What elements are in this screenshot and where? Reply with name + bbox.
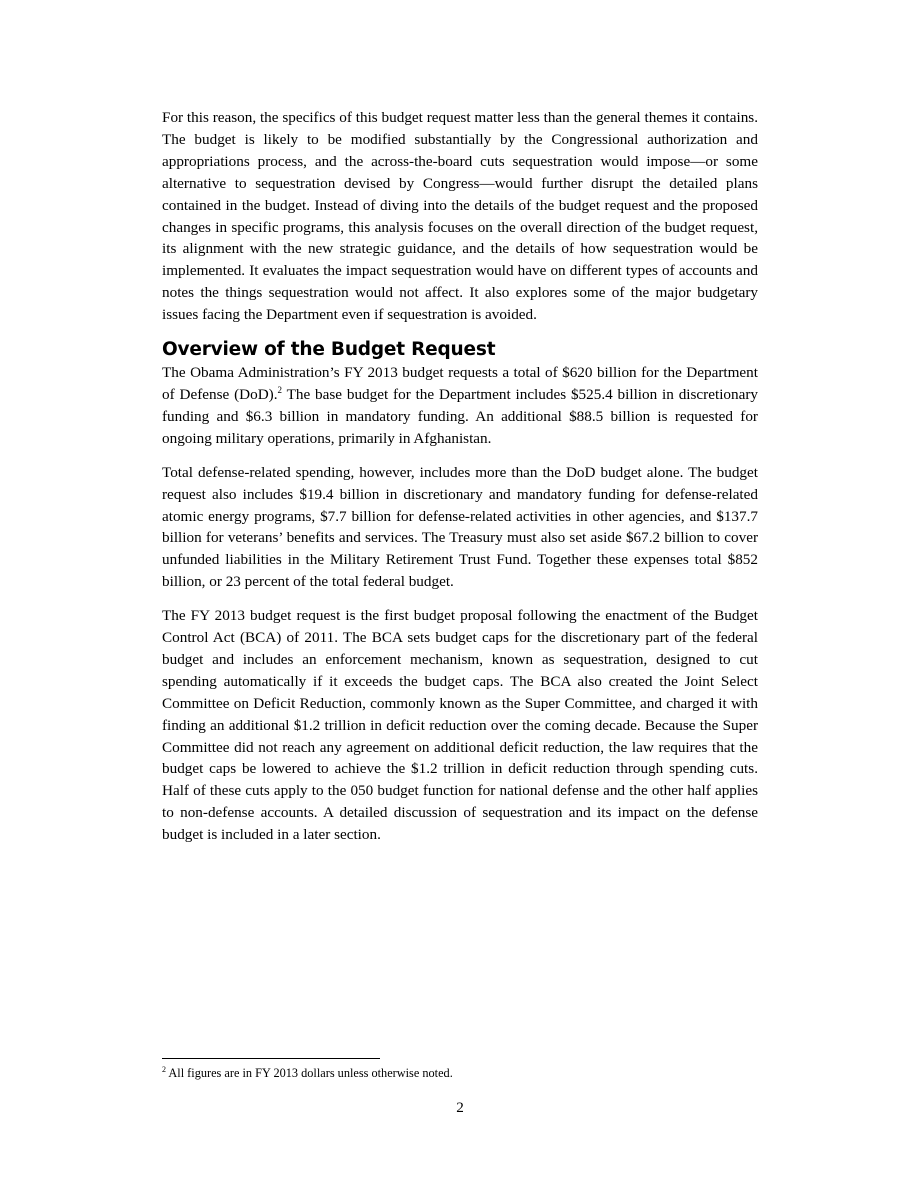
overview-paragraph-2: Total defense-related spending, however, includes more than the DoD budget alone. The budget request also includes $19.4 billion in discretionary and mandatory funding for defense-related atomic energy programs, $7.7 billion for defense-related activities in other agencies, and $137.7 billion for veterans’ benefits and services. The Treasury must also set aside $67.2 billion to cover unfunded liabilities in the Military Retirement Trust Fund. Together these expenses total $852 billion, or 23 percent of the total federal budget. bbox=[162, 463, 758, 591]
footnote bbox=[162, 1065, 758, 1082]
overview-paragraph-3: The FY 2013 budget request is the first budget proposal following the enactment of the Budget Control Act (BCA) of 2011. The BCA sets budget caps for the discretionary part of the federal budget and includes an enforcement mechanism, known as sequestration, designed to cut spending automatically if it exceeds the budget caps. The BCA also created the Joint Select Committee on Deficit Reduction, commonly known as the Super Committee, and charged it with finding an additional $1.2 trillion in deficit reduction over the coming decade. Because the Super Committee did not reach any agreement on additional deficit reduction, the law requires that the budget caps be lowered to achieve the $1.2 trillion in deficit reduction through spending cuts. Half of these cuts apply to the 050 budget function for national defense and the other half applies to non-defense accounts. A detailed discussion of sequestration and its impact on the defense budget is included in a later section. bbox=[162, 607, 758, 844]
footnote-text: All figures are in FY 2013 dollars unless otherwise noted. bbox=[166, 1066, 453, 1080]
overview-paragraph-1 bbox=[162, 362, 758, 450]
page-body bbox=[162, 107, 758, 846]
section-heading: Overview of the Budget Request bbox=[162, 339, 496, 361]
footnote-marker: 2 bbox=[162, 1064, 166, 1074]
footnote-reference[interactable]: 2 bbox=[277, 384, 283, 395]
intro-paragraph: For this reason, the specifics of this budget request matter less than the general themes it contains. The budget is likely to be modified substantially by the Congressional authorization and appropriations process, and the across-the-board cuts sequestration would impose—or some alternative to sequestration devised by Congress—would further disrupt the detailed plans contained in the budget. Instead of diving into the details of the budget request and the proposed changes in specific programs, this analysis focuses on the overall direction of the budget request, its alignment with the new strategic guidance, and the details of how sequestration would be implemented. It evaluates the impact sequestration would have on different types of accounts and notes the things sequestration would not affect. It also explores some of the major budgetary issues facing the Department even if sequestration is avoided. bbox=[162, 109, 758, 324]
page-number: 2 bbox=[456, 1099, 464, 1116]
footnote-divider bbox=[162, 1058, 380, 1059]
overview-paragraph-1-text-cont: The base budget for the Department includes $525.4 billion in discretionary funding and $6.3 billion in mandatory funding. An additional $88.5 billion is requested for ongoing military operations, primarily in Afghanistan. bbox=[162, 385, 758, 447]
overview-paragraph-1-text: The Obama Administration’s FY 2013 budget requests a total of $620 billion for the Department of Defense (DoD). bbox=[162, 364, 758, 403]
